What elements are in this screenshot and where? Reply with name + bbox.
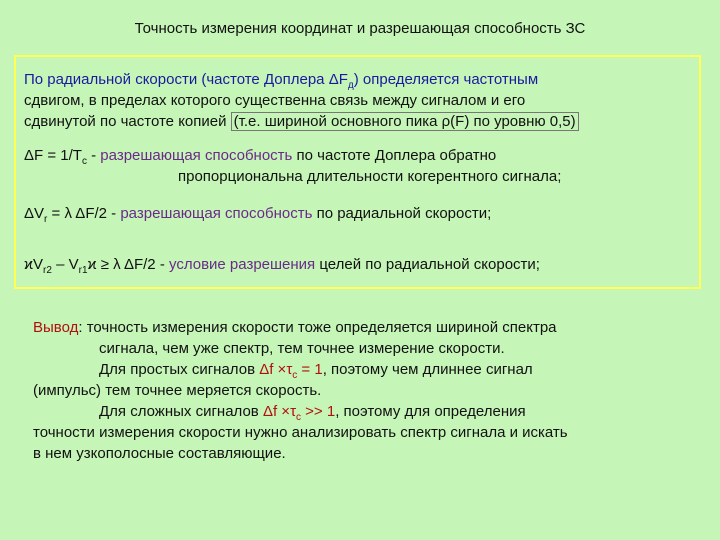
intro-line-2: сдвигом, в пределах которого существенна связь между сигналом и его <box>24 92 526 109</box>
intro-line-1: По радиальной скорости (частоте Доплера $\Delta F_д$) определяется частотным <box>24 71 539 91</box>
formula-velocity-resolution: $\Delta V_r = \lambda$ ΔF/2 - разрешающая способность по радиальной скорости; <box>24 205 492 225</box>
term-resolution: разрешающая способность <box>100 147 293 164</box>
formula-doppler-resolution: $\Delta F = 1/T_c$ - разрешающая способность по частоте Доплера обратно пропорциональна длительности когерентного сигнала; <box>24 147 562 185</box>
formula-resolution-condition: $ϰV_{r2} - V_{r1}ϰ \ge \lambda$ ΔF/2 - условие разрешения целей по радиальной скорости; <box>24 256 540 276</box>
conclusion-label: Вывод <box>33 319 79 336</box>
intro-line-3: сдвинутой по частоте копией (т.е. шириной основного пика ρ(F) по уровню 0,5) <box>24 111 579 132</box>
intro-paragraph <box>24 69 579 132</box>
conclusion-paragraph: Вывод: точность измерения скорости тоже определяется шириной спектра сигнала, чем уже спектр, тем точнее измерение скорости. Для простых сигналов $\Delta f \times\tau_c = 1$, поэтому чем длиннее сигнал (импульс) тем точнее меряется скорость. Для сложных сигналов $\Delta f \times\tau_c >> 1$, поэтому для определения точности измерения скорости нужно анализировать спектр сигнала и искать в нем узкополосные составляющие. <box>33 319 568 462</box>
peak-width-note: (т.е. шириной основного пика ρ(F) по уровню 0,5) <box>231 112 579 131</box>
slide-title: Точность измерения координат и разрешающая способность ЗС <box>134 20 586 37</box>
